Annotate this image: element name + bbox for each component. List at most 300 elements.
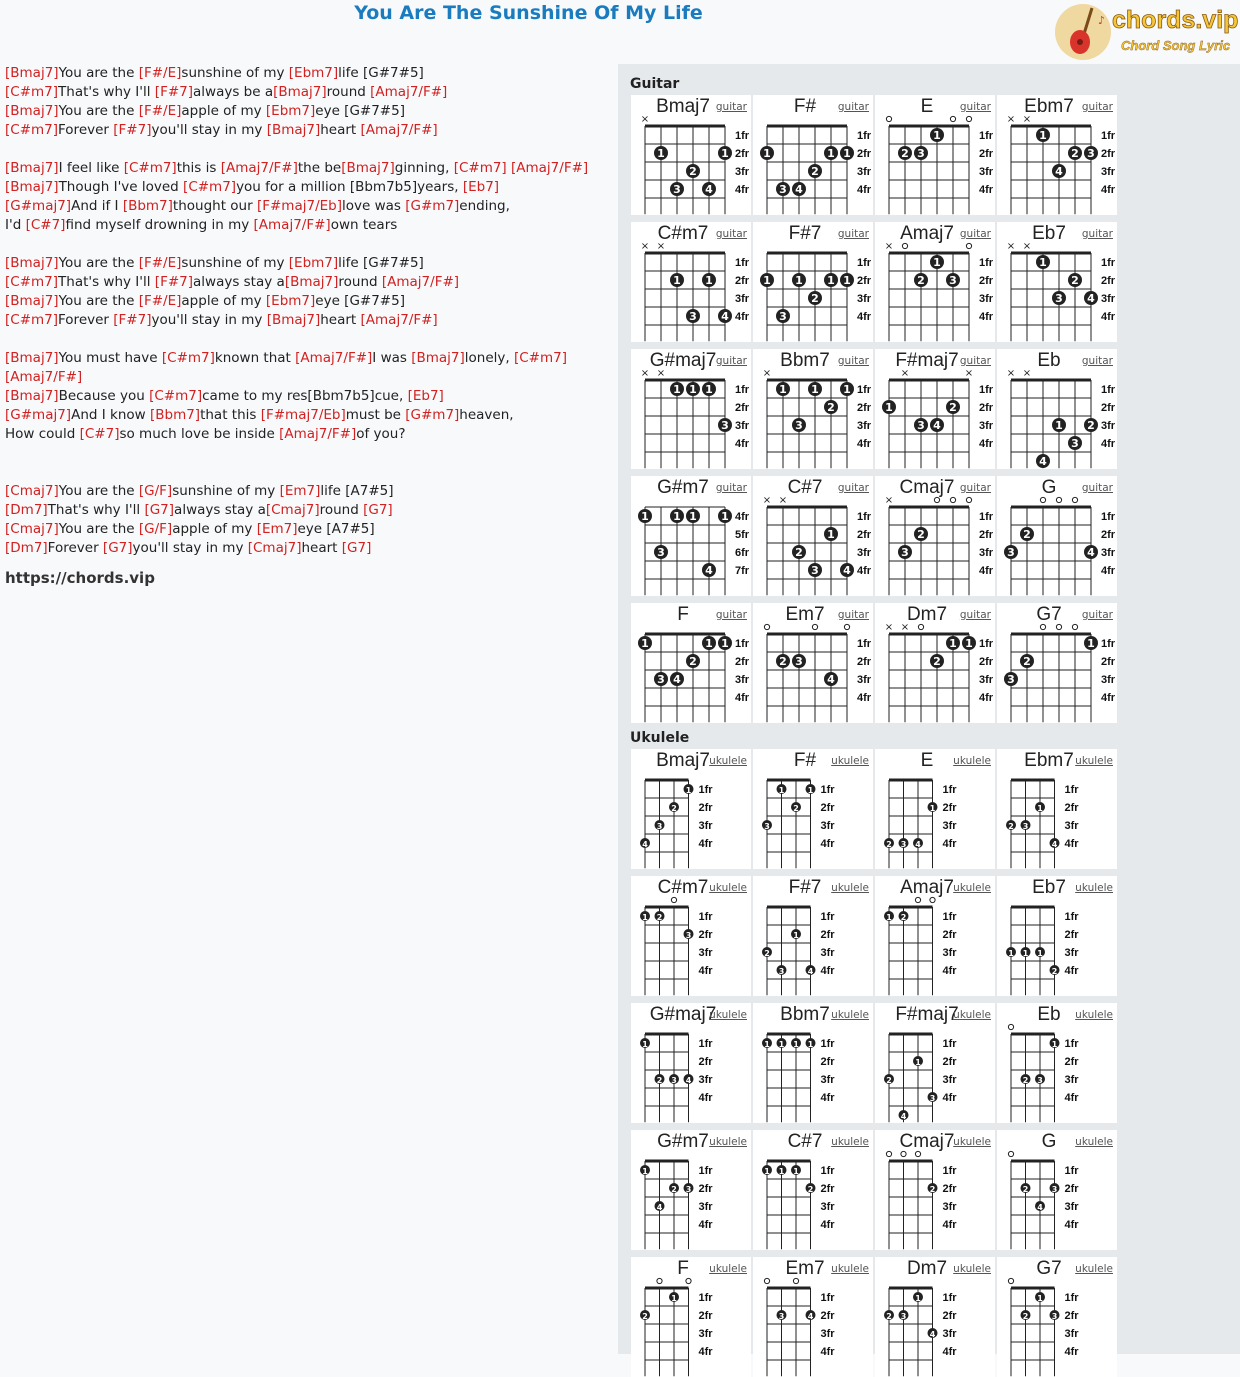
ukulele-link[interactable]: ukulele xyxy=(953,1263,991,1275)
chord-mark[interactable]: [F#maj7/Eb] xyxy=(256,198,342,214)
chord-diagram[interactable] xyxy=(753,749,873,869)
chord-mark[interactable]: [Bmaj7] xyxy=(5,388,59,404)
chord-diagram[interactable] xyxy=(875,876,995,996)
guitar-link[interactable]: guitar xyxy=(715,101,747,113)
open-string xyxy=(1056,497,1061,502)
finger-number: 2 xyxy=(827,401,835,414)
ukulele-link[interactable]: ukulele xyxy=(1075,1136,1113,1148)
finger-number: 2 xyxy=(886,1312,892,1321)
finger-number: 1 xyxy=(671,1294,677,1303)
chord-diagram[interactable] xyxy=(631,1257,751,1377)
chord-mark[interactable]: [G#maj7] xyxy=(5,198,72,214)
lyric-lines xyxy=(5,64,605,558)
chord-diagram[interactable] xyxy=(875,749,995,869)
lyric-gap xyxy=(5,140,605,159)
chord-mark[interactable]: [G#m7] xyxy=(405,407,460,423)
fret-number: 1fr xyxy=(820,1292,835,1304)
guitar-link[interactable]: guitar xyxy=(959,355,991,367)
fret-number: 4fr xyxy=(820,965,835,977)
fret-number: 3fr xyxy=(942,1074,957,1086)
chord-mark[interactable]: [Amaj7/F#] xyxy=(279,426,357,442)
fret-number: 1fr xyxy=(1101,130,1116,142)
muted-string: × xyxy=(762,495,772,506)
chord-diagram[interactable] xyxy=(753,603,873,723)
chord-mark[interactable]: [Amaj7/F#] xyxy=(360,312,438,328)
chord-mark[interactable]: [F#maj7/Eb] xyxy=(260,407,346,423)
fretboard xyxy=(753,749,873,869)
chord-diagram[interactable] xyxy=(631,1130,751,1250)
fret-number: 3fr xyxy=(698,1328,713,1340)
chord-mark[interactable]: [Bmaj7] xyxy=(5,160,59,176)
fret-number: 3fr xyxy=(857,674,872,686)
guitar-link[interactable]: guitar xyxy=(1081,609,1113,621)
fret-number: 4fr xyxy=(820,1219,835,1231)
chord-mark[interactable]: [Bmaj7] xyxy=(341,160,395,176)
chord-mark[interactable]: [G7] xyxy=(144,502,175,518)
guitar-link[interactable]: guitar xyxy=(837,482,869,494)
finger-number: 1 xyxy=(641,637,649,650)
chord-diagram[interactable] xyxy=(753,349,873,469)
chord-mark[interactable]: [C#m7] xyxy=(161,350,215,366)
chord-mark[interactable]: [Amaj7/F#] xyxy=(370,84,448,100)
chord-mark[interactable]: [Cmaj7] xyxy=(247,540,302,556)
lyric-text: you'll stay in my xyxy=(151,122,267,138)
chord-mark[interactable]: [G7] xyxy=(102,540,133,556)
chord-mark[interactable]: [C#7] xyxy=(25,217,66,233)
fret-number: 4fr xyxy=(698,1346,713,1358)
finger-number: 4 xyxy=(827,673,835,686)
finger-number: 4 xyxy=(1087,546,1095,559)
chord-mark[interactable]: [F#/E] xyxy=(138,255,182,271)
chord-mark[interactable]: [C#m7] xyxy=(149,388,203,404)
chord-diagram[interactable] xyxy=(997,749,1117,869)
chord-diagram[interactable] xyxy=(875,222,995,342)
chord-mark[interactable]: [Amaj7/F#] xyxy=(511,160,589,176)
lyric-text: That's why I'll xyxy=(58,274,155,290)
chord-mark[interactable]: [F#7] xyxy=(154,274,193,290)
fret-number: 4fr xyxy=(735,692,750,704)
finger-number: 3 xyxy=(795,419,803,432)
fretboard xyxy=(631,1130,751,1250)
lyric-text: How could xyxy=(5,426,80,442)
finger-number: 1 xyxy=(1039,129,1047,142)
fret-number: 3fr xyxy=(1101,547,1116,559)
chord-mark[interactable]: [Amaj7/F#] xyxy=(220,160,298,176)
chord-mark[interactable]: [Bmaj7] xyxy=(266,312,321,328)
fretboard xyxy=(753,603,873,723)
guitar-link[interactable]: guitar xyxy=(837,228,869,240)
muted-string: × xyxy=(778,495,788,506)
fret-number: 2fr xyxy=(942,802,957,814)
finger-number: 4 xyxy=(807,1312,814,1321)
chord-mark[interactable]: [C#m7] xyxy=(183,179,237,195)
lyric-gap xyxy=(5,330,605,349)
chord-mark[interactable]: [Bmaj7] xyxy=(5,103,59,119)
fret-number: 1fr xyxy=(698,784,713,796)
ukulele-link[interactable]: ukulele xyxy=(1075,1263,1113,1275)
chord-mark[interactable]: [F#/E] xyxy=(138,293,182,309)
lyric-line xyxy=(5,273,605,292)
guitar-link[interactable]: guitar xyxy=(837,101,869,113)
chord-diagram[interactable] xyxy=(875,1130,995,1250)
finger-number: 1 xyxy=(1022,949,1029,958)
chord-mark[interactable]: [Ebm7] xyxy=(265,293,316,309)
finger-number: 3 xyxy=(689,310,697,323)
lyric-text: that this xyxy=(200,407,261,423)
chord-diagram[interactable] xyxy=(997,1130,1117,1250)
chord-diagram[interactable] xyxy=(997,876,1117,996)
lyric-line xyxy=(5,292,605,311)
finger-number: 3 xyxy=(1051,1312,1058,1321)
finger-number: 2 xyxy=(917,274,925,287)
chord-name: G#m7 xyxy=(657,477,709,498)
guitar-link[interactable]: guitar xyxy=(1081,355,1113,367)
fret-number: 1fr xyxy=(942,911,957,923)
chord-mark[interactable]: [F#/E] xyxy=(138,65,182,81)
finger-number: 1 xyxy=(764,1167,770,1176)
muted-string: × xyxy=(640,114,650,125)
chord-mark[interactable]: [Ebm7] xyxy=(288,255,339,271)
fret-number: 2fr xyxy=(735,275,750,287)
open-string xyxy=(918,624,923,629)
ukulele-link[interactable]: ukulele xyxy=(709,882,747,894)
fretboard xyxy=(875,603,995,723)
ukulele-link[interactable]: ukulele xyxy=(709,755,747,767)
chord-mark[interactable]: [C#7] xyxy=(79,426,120,442)
chord-mark[interactable]: [F#7] xyxy=(113,312,152,328)
fret-number: 3fr xyxy=(979,547,994,559)
ukulele-link[interactable]: ukulele xyxy=(953,882,991,894)
fret-number: 2fr xyxy=(942,1056,957,1068)
finger-number: 3 xyxy=(1051,1185,1058,1194)
fret-number: 1fr xyxy=(1064,1038,1079,1050)
finger-number: 2 xyxy=(1022,1312,1029,1321)
chord-diagram[interactable] xyxy=(631,222,751,342)
guitar-link[interactable]: guitar xyxy=(715,609,747,621)
ukulele-link[interactable]: ukulele xyxy=(831,755,869,767)
chord-mark[interactable]: [Amaj7/F#] xyxy=(360,122,438,138)
fret-number: 3fr xyxy=(1064,1328,1079,1340)
chord-name: G7 xyxy=(1036,604,1062,625)
chord-mark[interactable]: [C#m7] xyxy=(453,160,507,176)
chord-mark[interactable]: [Amaj7/F#] xyxy=(381,274,460,290)
chord-diagram[interactable] xyxy=(753,222,873,342)
chord-mark[interactable]: [Amaj7/F#] xyxy=(253,217,331,233)
chord-mark[interactable]: [F#7] xyxy=(154,84,193,100)
guitar-link[interactable]: guitar xyxy=(959,228,991,240)
ukulele-link[interactable]: ukulele xyxy=(709,1136,747,1148)
fret-number: 1fr xyxy=(857,384,872,396)
chord-diagram[interactable] xyxy=(631,349,751,469)
chord-mark[interactable]: [Bmaj7] xyxy=(5,350,59,366)
open-string xyxy=(764,624,769,629)
fret-number: 4fr xyxy=(1101,565,1116,577)
lyric-text: That's why I'll xyxy=(58,84,155,100)
open-string xyxy=(1040,497,1045,502)
chord-diagram[interactable] xyxy=(997,476,1117,596)
ukulele-link[interactable]: ukulele xyxy=(831,1009,869,1021)
fret-number: 2fr xyxy=(1101,148,1116,160)
fretboard xyxy=(997,876,1117,996)
fret-number: 1fr xyxy=(1064,1165,1079,1177)
fret-number: 2fr xyxy=(1101,656,1116,668)
guitar-link[interactable]: guitar xyxy=(715,482,747,494)
chord-mark[interactable]: [G7] xyxy=(341,540,372,556)
ukulele-link[interactable]: ukulele xyxy=(1075,882,1113,894)
chord-diagram[interactable] xyxy=(875,1257,995,1377)
finger-number: 1 xyxy=(685,786,692,795)
chord-mark[interactable]: [Bmaj7] xyxy=(273,84,327,100)
chord-mark[interactable]: [Bmaj7] xyxy=(266,122,321,138)
lyric-text: apple of my xyxy=(181,103,266,119)
chord-diagram[interactable] xyxy=(753,1130,873,1250)
chord-diagram[interactable] xyxy=(997,1003,1117,1123)
lyric-line xyxy=(5,102,605,121)
chord-diagram[interactable] xyxy=(631,1003,751,1123)
chord-mark[interactable]: [F#7] xyxy=(113,122,152,138)
fret-number: 4fr xyxy=(820,1092,835,1104)
chord-mark[interactable]: [F#/E] xyxy=(138,103,182,119)
fretboard xyxy=(875,349,995,469)
chord-name: G7 xyxy=(1036,1258,1062,1279)
chord-diagram[interactable] xyxy=(631,749,751,869)
fretboard xyxy=(631,1003,751,1123)
chord-mark[interactable]: [C#m7] xyxy=(5,312,59,328)
finger-number: 2 xyxy=(656,913,663,922)
finger-number: 2 xyxy=(1071,147,1079,160)
lyric-text: the be xyxy=(297,160,342,176)
lyric-text: ending, xyxy=(459,198,510,214)
ukulele-link[interactable]: ukulele xyxy=(1075,1009,1113,1021)
finger-number: 3 xyxy=(1071,437,1079,450)
fret-number: 3fr xyxy=(1064,1201,1079,1213)
chord-diagram[interactable] xyxy=(753,95,873,215)
page-title: You Are The Sunshine Of My Life xyxy=(354,2,703,24)
chord-diagram[interactable] xyxy=(997,1257,1117,1377)
fret-number: 1fr xyxy=(1101,638,1116,650)
finger-number: 1 xyxy=(1037,804,1043,813)
guitar-link[interactable]: guitar xyxy=(959,482,991,494)
guitar-link[interactable]: guitar xyxy=(1081,482,1113,494)
guitar-link[interactable]: guitar xyxy=(1081,101,1113,113)
lyric-line xyxy=(5,520,605,539)
guitar-link[interactable]: guitar xyxy=(837,609,869,621)
open-string xyxy=(1008,1024,1013,1029)
fretboard xyxy=(631,222,751,342)
chord-mark[interactable]: [C#m7] xyxy=(123,160,177,176)
finger-number: 3 xyxy=(779,183,787,196)
fret-number: 2fr xyxy=(1064,1056,1079,1068)
finger-number: 2 xyxy=(689,655,697,668)
chord-name: Em7 xyxy=(785,604,825,625)
chord-mark[interactable]: [Cmaj7] xyxy=(265,502,320,518)
chord-mark[interactable]: [Em7] xyxy=(256,521,298,537)
chord-mark[interactable]: [Bmaj7] xyxy=(5,255,59,271)
fret-number: 4fr xyxy=(735,184,750,196)
fret-number: 3fr xyxy=(979,293,994,305)
finger-number: 1 xyxy=(705,637,713,650)
lyric-line xyxy=(5,482,605,501)
chord-diagram[interactable] xyxy=(997,349,1117,469)
chord-mark[interactable]: [Ebm7] xyxy=(265,103,316,119)
chord-mark[interactable]: [Eb7] xyxy=(407,388,444,404)
guitar-link[interactable]: guitar xyxy=(715,355,747,367)
finger-number: 2 xyxy=(900,913,907,922)
open-string xyxy=(686,1278,691,1283)
ukulele-link[interactable]: ukulele xyxy=(831,1263,869,1275)
finger-number: 2 xyxy=(949,401,957,414)
ukulele-link[interactable]: ukulele xyxy=(831,882,869,894)
fret-number: 1fr xyxy=(698,911,713,923)
ukulele-link[interactable]: ukulele xyxy=(1075,755,1113,767)
finger-number: 3 xyxy=(917,419,925,432)
lyric-text: lonely, xyxy=(464,350,514,366)
chord-mark[interactable]: [G#maj7] xyxy=(5,407,72,423)
ukulele-link[interactable]: ukulele xyxy=(953,1136,991,1148)
ukulele-link[interactable]: ukulele xyxy=(709,1009,747,1021)
finger-number: 1 xyxy=(689,383,697,396)
chord-mark[interactable]: [C#m7] xyxy=(5,122,59,138)
finger-number: 3 xyxy=(949,274,957,287)
chord-mark[interactable]: [Bmaj7] xyxy=(5,65,59,81)
chord-diagram[interactable] xyxy=(997,222,1117,342)
chord-diagram[interactable] xyxy=(875,1003,995,1123)
chord-mark[interactable]: [G/F] xyxy=(138,483,173,499)
fret-number: 1fr xyxy=(857,638,872,650)
chord-diagram[interactable] xyxy=(631,876,751,996)
ukulele-link[interactable]: ukulele xyxy=(953,1009,991,1021)
lyric-text: heart xyxy=(301,540,342,556)
chord-diagram[interactable] xyxy=(753,1257,873,1377)
chord-mark[interactable]: [Amaj7/F#] xyxy=(5,369,83,385)
chord-diagram[interactable] xyxy=(753,476,873,596)
lyric-text: You must have xyxy=(58,350,162,366)
finger-number: 2 xyxy=(901,147,909,160)
fret-number: 6fr xyxy=(735,547,750,559)
chord-mark[interactable]: [Cmaj7] xyxy=(5,521,59,537)
fretboard xyxy=(997,349,1117,469)
fretboard xyxy=(753,476,873,596)
chord-diagram[interactable] xyxy=(875,603,995,723)
lyric-text: came to my res[Bbm7b5]cue, xyxy=(202,388,408,404)
open-string xyxy=(1056,624,1061,629)
lyric-text: so much love be inside xyxy=(119,426,280,442)
chord-mark[interactable]: [C#m7] xyxy=(513,350,567,366)
chord-mark[interactable]: [G/F] xyxy=(138,521,173,537)
open-string xyxy=(1072,624,1077,629)
chord-mark[interactable]: [Dm7] xyxy=(5,502,48,518)
lyric-line xyxy=(5,387,605,406)
ukulele-link[interactable]: ukulele xyxy=(953,755,991,767)
finger-number: 2 xyxy=(1023,655,1031,668)
chord-diagram[interactable] xyxy=(875,349,995,469)
guitar-link[interactable]: guitar xyxy=(715,228,747,240)
open-string xyxy=(844,624,849,629)
chord-mark[interactable]: [C#m7] xyxy=(5,84,59,100)
site-url[interactable]: https://chords.vip xyxy=(5,569,155,587)
guitar-link[interactable]: guitar xyxy=(837,355,869,367)
finger-number: 2 xyxy=(1008,822,1014,831)
chord-mark[interactable]: [Dm7] xyxy=(5,540,48,556)
lyric-line xyxy=(5,311,605,330)
chord-diagram[interactable] xyxy=(875,476,995,596)
finger-number: 1 xyxy=(807,786,814,795)
finger-number: 4 xyxy=(1037,1203,1043,1212)
fret-number: 4fr xyxy=(979,438,994,450)
chord-mark[interactable]: [Bmaj7] xyxy=(411,350,465,366)
finger-number: 2 xyxy=(1022,1185,1029,1194)
fret-number: 4fr xyxy=(820,838,835,850)
lyric-text: always stay a xyxy=(174,502,266,518)
finger-number: 3 xyxy=(795,655,803,668)
lyric-text: heart xyxy=(320,122,361,138)
fretboard xyxy=(631,349,751,469)
chord-diagram[interactable] xyxy=(631,603,751,723)
chord-mark[interactable]: [Bmaj7] xyxy=(5,179,59,195)
site-logo[interactable] xyxy=(1054,2,1240,62)
fret-number: 4fr xyxy=(1064,965,1079,977)
chord-diagram[interactable] xyxy=(631,476,751,596)
chord-diagram[interactable] xyxy=(875,95,995,215)
fret-number: 4fr xyxy=(857,311,872,323)
finger-number: 1 xyxy=(1008,949,1014,958)
chord-diagram[interactable] xyxy=(753,876,873,996)
chord-mark[interactable]: [Ebm7] xyxy=(288,65,339,81)
finger-number: 1 xyxy=(673,510,681,523)
muted-string: × xyxy=(884,622,894,633)
guitar-link[interactable]: guitar xyxy=(1081,228,1113,240)
guitar-link[interactable]: guitar xyxy=(959,101,991,113)
chord-mark[interactable]: [G#m7] xyxy=(405,198,460,214)
chord-mark[interactable]: [Em7] xyxy=(279,483,321,499)
finger-number: 1 xyxy=(965,637,973,650)
ukulele-link[interactable]: ukulele xyxy=(709,1263,747,1275)
chord-mark[interactable]: [Bmaj7] xyxy=(5,293,59,309)
finger-number: 2 xyxy=(886,840,892,849)
fret-number: 3fr xyxy=(820,820,835,832)
lyric-line xyxy=(5,178,605,197)
finger-number: 4 xyxy=(1055,165,1063,178)
chord-mark[interactable]: [G7] xyxy=(363,502,393,518)
fret-number: 4fr xyxy=(979,311,994,323)
chord-diagram[interactable] xyxy=(997,603,1117,723)
ukulele-link[interactable]: ukulele xyxy=(831,1136,869,1148)
fretboard xyxy=(875,749,995,869)
finger-number: 1 xyxy=(1051,1040,1058,1049)
lyric-line xyxy=(5,406,605,425)
chord-mark[interactable]: [Bbm7] xyxy=(122,198,173,214)
guitar-link[interactable]: guitar xyxy=(959,609,991,621)
chord-name: Eb xyxy=(1037,1004,1061,1025)
lyric-text: Forever xyxy=(58,312,114,328)
chord-diagram[interactable] xyxy=(631,95,751,215)
lyric-text: I was xyxy=(372,350,412,366)
chord-mark[interactable]: [Bbm7] xyxy=(149,407,201,423)
chord-diagram[interactable] xyxy=(997,95,1117,215)
chord-mark[interactable]: [Eb7] xyxy=(462,179,500,195)
finger-number: 4 xyxy=(1039,455,1047,468)
chord-mark[interactable]: [Amaj7/F#] xyxy=(295,350,373,366)
chord-mark[interactable]: [Cmaj7] xyxy=(5,483,59,499)
chord-mark[interactable]: [Bmaj7] xyxy=(284,274,339,290)
chord-diagram[interactable] xyxy=(753,1003,873,1123)
fret-number: 3fr xyxy=(942,1201,957,1213)
fret-number: 1fr xyxy=(979,257,994,269)
chord-mark[interactable]: [C#m7] xyxy=(5,274,59,290)
lyric-text: love was xyxy=(342,198,406,214)
finger-number: 3 xyxy=(1087,147,1095,160)
lyric-text: known that xyxy=(214,350,296,366)
